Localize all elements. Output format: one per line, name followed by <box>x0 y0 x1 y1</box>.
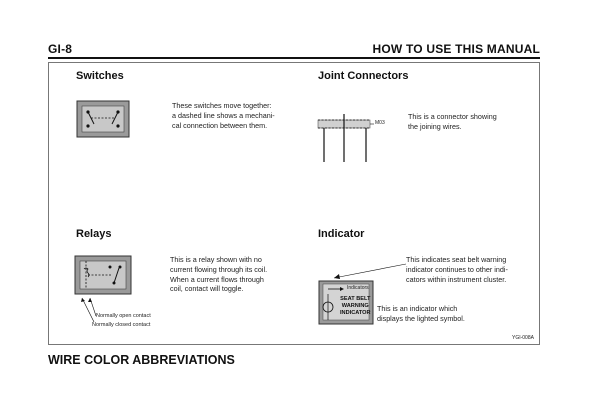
indicator-arrow-line <box>328 260 408 282</box>
relays-title: Relays <box>76 228 112 240</box>
indicator-description-bottom: This is an indicator which displays the lighted symbol. <box>377 304 465 323</box>
joint-connectors-title: Joint Connectors <box>318 70 409 82</box>
symbol-line-1: SEAT BELT <box>340 296 371 302</box>
label-normally-closed: Normally closed contact <box>92 322 151 328</box>
symbol-line-3: INDICATOR <box>340 310 371 316</box>
switches-description: These switches move together: a dashed line shows a mechani- cal connection between them. <box>172 101 275 130</box>
switches-symbol <box>76 100 130 138</box>
indicator-title: Indicator <box>318 228 365 240</box>
seat-belt-symbol-text <box>340 296 371 317</box>
page-title: HOW TO USE THIS MANUAL <box>372 42 540 56</box>
label-normally-open: Normally open contact <box>96 313 151 319</box>
joint-connector-symbol <box>314 112 384 164</box>
header-rule <box>48 57 540 59</box>
connector-label: M03 <box>375 120 385 126</box>
switches-title: Switches <box>76 70 124 82</box>
joint-connectors-description: This is a connector showing the joining wires. <box>408 112 497 131</box>
wire-color-heading: WIRE COLOR ABBREVIATIONS <box>48 353 235 367</box>
indicators-arrow-label: Indicators <box>347 285 369 291</box>
relays-description: This is a relay shown with no current flowing through its coil. When a current flows through coil, contact will toggle. <box>170 255 268 294</box>
symbol-line-2: WARNING <box>341 303 369 309</box>
figure-code: YGI-008A <box>512 335 534 341</box>
relay-symbol <box>74 255 132 297</box>
page-number: GI-8 <box>48 42 73 56</box>
indicator-description-top: This indicates seat belt warning indicator continues to other indi- cators within instrument cluster. <box>406 255 508 284</box>
